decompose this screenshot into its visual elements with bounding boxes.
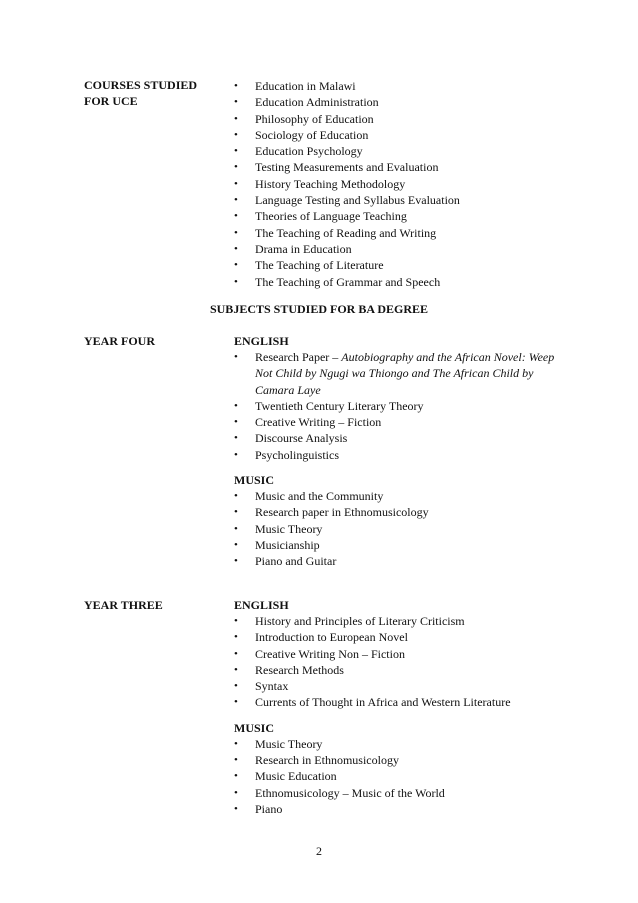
bullet-icon: • — [234, 786, 238, 799]
uce-label-line1: COURSES STUDIED — [84, 78, 198, 92]
list-item — [234, 694, 564, 710]
list-item-text: History and Principles of Literary Criticism — [255, 614, 465, 628]
uce-items — [234, 78, 564, 290]
list-item-text: Music Theory — [255, 736, 323, 751]
list-item-text: Research in Ethnomusicology — [255, 753, 399, 768]
bullet-icon: • — [234, 226, 238, 239]
list-item-text: Piano and Guitar — [255, 554, 337, 569]
bullet-icon: • — [234, 194, 238, 207]
list-item-text: Drama in Education — [255, 241, 352, 256]
bullet-icon: • — [234, 680, 238, 693]
list-item — [234, 111, 564, 127]
list-item-text: Philosophy of Education — [255, 111, 374, 126]
bullet-icon: • — [234, 663, 238, 676]
list-item-text: Currents of Thought in Africa and Western Literature — [255, 695, 511, 710]
bullet-icon: • — [234, 177, 238, 190]
bullet-icon: • — [234, 96, 238, 109]
list-item — [234, 662, 564, 678]
list-item-text: Music Theory — [255, 521, 323, 536]
list-item-text: Musicianship — [255, 537, 320, 552]
bullet-icon: • — [234, 615, 238, 627]
bullet-icon: • — [234, 770, 238, 783]
list-item-text: Piano — [255, 801, 283, 816]
year-three-section — [234, 597, 564, 817]
list-item-text: Syntax — [255, 679, 289, 694]
year-four-section — [234, 333, 564, 570]
list-item — [234, 801, 564, 817]
bullet-icon: • — [234, 802, 238, 815]
list-item — [234, 678, 564, 694]
bullet-icon: • — [234, 112, 238, 125]
list-item-text: Education in Malawi — [255, 79, 356, 93]
bullet-icon: • — [234, 647, 238, 660]
bullet-icon: • — [234, 351, 238, 363]
list-item — [234, 736, 564, 752]
list-item — [234, 553, 564, 569]
list-item — [234, 785, 564, 801]
bullet-icon: • — [234, 490, 238, 503]
list-item-text: Twentieth Century Literary Theory — [255, 398, 424, 413]
bullet-icon: • — [234, 161, 238, 174]
research-paper-title: Autobiography and the African Novel: Weep Not Child by Ngugi wa Thiongo and The African Child by Camara Laye — [255, 350, 555, 397]
list-item-text: History Teaching Methodology — [255, 176, 406, 191]
bullet-icon: • — [234, 696, 238, 709]
uce-label — [84, 77, 197, 109]
list-item — [234, 537, 564, 553]
list-item — [234, 504, 564, 520]
list-item — [234, 629, 564, 645]
year-three-english-items — [234, 613, 564, 711]
list-item-text: The Teaching of Literature — [255, 258, 384, 273]
uce-course-list — [234, 78, 564, 290]
list-item — [234, 274, 564, 290]
bullet-icon: • — [234, 399, 238, 412]
list-item-text: Language Testing and Syllabus Evaluation — [255, 193, 460, 208]
research-paper-prefix: Research Paper – — [255, 350, 342, 364]
list-item-text: Theories of Language Teaching — [255, 209, 407, 224]
list-item — [234, 488, 564, 504]
list-item — [234, 143, 564, 159]
bullet-icon: • — [234, 259, 238, 272]
year-four-music-heading: MUSIC — [234, 473, 275, 488]
list-item-text: Research Methods — [255, 662, 344, 677]
bullet-icon: • — [234, 128, 238, 141]
list-item-text: Creative Writing – Fiction — [255, 415, 382, 430]
bullet-icon: • — [234, 555, 238, 568]
bullet-icon: • — [234, 631, 238, 644]
year-four-label: YEAR FOUR — [84, 334, 155, 348]
list-item-text: Music and the Community — [255, 489, 384, 504]
list-item — [234, 646, 564, 662]
list-item-text: Introduction to European Novel — [255, 630, 408, 645]
year-three-music-heading: MUSIC — [234, 720, 275, 735]
bullet-icon: • — [234, 506, 238, 519]
list-item — [234, 414, 564, 430]
list-item — [234, 127, 564, 143]
bullet-icon: • — [234, 416, 238, 429]
bullet-icon: • — [234, 80, 238, 92]
year-three-label: YEAR THREE — [84, 598, 163, 612]
list-item — [234, 430, 564, 446]
bullet-icon: • — [234, 448, 238, 461]
uce-label-line2: FOR UCE — [84, 94, 138, 108]
list-item — [234, 159, 564, 175]
bullet-icon: • — [234, 210, 238, 223]
list-item — [234, 768, 564, 784]
list-item-text: The Teaching of Grammar and Speech — [255, 274, 441, 289]
list-item-text: Psycholinguistics — [255, 447, 340, 462]
year-four-english-items — [234, 398, 564, 463]
bullet-icon: • — [234, 538, 238, 551]
bullet-icon: • — [234, 432, 238, 445]
list-item — [234, 257, 564, 273]
ba-degree-heading: SUBJECTS STUDIED FOR BA DEGREE — [209, 302, 429, 316]
list-item-text: Discourse Analysis — [255, 431, 348, 446]
list-item-text: Education Psychology — [255, 144, 363, 159]
list-item-text: Creative Writing Non – Fiction — [255, 646, 405, 661]
bullet-icon: • — [234, 522, 238, 535]
bullet-icon: • — [234, 145, 238, 158]
year-four-music-items — [234, 488, 564, 569]
bullet-icon: • — [234, 737, 238, 750]
list-item — [234, 241, 564, 257]
year-four-english-heading: ENGLISH — [234, 334, 289, 348]
list-item-text: Research paper in Ethnomusicology — [255, 505, 429, 520]
list-item — [234, 752, 564, 768]
list-item — [234, 349, 564, 398]
list-item — [234, 447, 564, 463]
year-three-music-items — [234, 736, 564, 817]
bullet-icon: • — [234, 242, 238, 255]
bullet-icon: • — [234, 754, 238, 767]
list-item-text: Education Administration — [255, 95, 379, 110]
bullet-icon: • — [234, 275, 238, 288]
list-item — [234, 208, 564, 224]
list-item — [234, 192, 564, 208]
list-item — [234, 225, 564, 241]
list-item-text: Sociology of Education — [255, 127, 369, 142]
list-item — [234, 176, 564, 192]
list-item — [234, 94, 564, 110]
list-item-text: Ethnomusicology – Music of the World — [255, 785, 445, 800]
year-three-english-heading: ENGLISH — [234, 598, 289, 612]
year-four-english-list — [234, 349, 564, 398]
list-item — [234, 613, 564, 629]
list-item-text: Music Education — [255, 769, 337, 784]
page-number: 2 — [316, 844, 322, 858]
list-item — [234, 78, 564, 94]
list-item — [234, 521, 564, 537]
list-item-text: Testing Measurements and Evaluation — [255, 160, 439, 175]
list-item-text: The Teaching of Reading and Writing — [255, 225, 437, 240]
list-item — [234, 398, 564, 414]
